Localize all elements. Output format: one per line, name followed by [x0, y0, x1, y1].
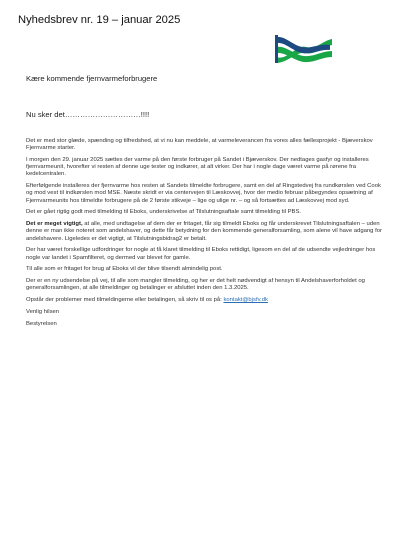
paragraph: Det er med stor glæde, spænding og tilfredshed, at vi nu kan meddele, at varmeleverancen fra vores alles fællesprojekt - Bjæverskov Fjernvarme starter.: [26, 138, 373, 152]
paragraph: Der er en ny udsendelse på vej, til alle som mangler tilmelding, og her er det helt nødvendigt af hensyn til Andelshaverforholdet og generalforsamlingen, at alle tilmeldinger og betalinger er afsluttet inden den 1.3.2025.: [26, 278, 365, 292]
important-lead: Det er meget vigtigt,: [26, 221, 83, 228]
contact-text: Opstår der problemer med tilmeldingerne eller betalingen, så skriv til os på:: [26, 297, 224, 304]
paragraph: I morgen den 29. januar 2025 sættes der varme på den første forbruger på Sandet i Bjæverskov. Der nedtages gasfyr og installeres fjernvarmeunit, hvorefter vi resten af denne uge tester og indkører, at alt virker. Der har i nogle dage været varme på rørene fra kedelcentralen.: [26, 157, 369, 178]
newsletter-body: [26, 138, 382, 333]
announcement-heading: Nu sker det…………………………!!!!: [26, 110, 150, 119]
newsletter-title: Nyhedsbrev nr. 19 – januar 2025: [18, 14, 181, 26]
important-paragraph: [26, 221, 382, 243]
contact-email-link[interactable]: kontakt@bjsfv.dk: [223, 297, 268, 304]
bjaerskov-fjernvarme-logo-icon: [274, 35, 334, 63]
paragraph: Efterfølgende installeres der fjernvarme hos resten at Sandets tilmeldte forbrugere, samt en del af Ringstedvej fra rundkørslen ved Cook og mod vest til indkørslen mod MSE. Næste skridt er via centervejen til Læskovvej, hvor der medio februar påbegyndes opsætning af Fjernvarmeunits hos tilmeldte forbrugere på de 2 første stikveje – lige og ulige nr. – og så fortsættes ad Læskovvej mod syd.: [26, 183, 381, 204]
greeting: Kære kommende fjernvarmeforbrugere: [26, 74, 158, 83]
closing: Venlig hilsen: [26, 309, 60, 315]
contact-paragraph: [26, 297, 382, 304]
important-rest: at alle, med undtagelse af dem der er fritaget, får sig tilmeldt Eboks og får underskrevet Tilslutningsaftalen – uden denne er man ikke noteret som andelshaver, og dette får betydning for den kommende generalforsamling, som alene vil have adgang for andelshavere. Ligeledes er det vigtigt, at Tilslutningsbidrag2 er betalt.: [26, 221, 382, 242]
paragraph: Det er gået rigtig godt med tilmelding til Eboks, underskrivelse af Tilslutningsaftale samt tilmelding til PBS.: [26, 209, 302, 216]
sender: Bestyrelsen: [26, 321, 57, 328]
paragraph: Der har været forskellige udfordringer for nogle at få klaret tilmelding til Eboks rettidigt, ligesom en del af de udsendte vejledninger hos nogle var landet i Spamfilteret, og dermed var blevet for gamle.: [26, 247, 376, 261]
paragraph: Til alle som er fritaget for brug af Eboks vil der blive tilsendt almindelig post.: [26, 266, 223, 273]
